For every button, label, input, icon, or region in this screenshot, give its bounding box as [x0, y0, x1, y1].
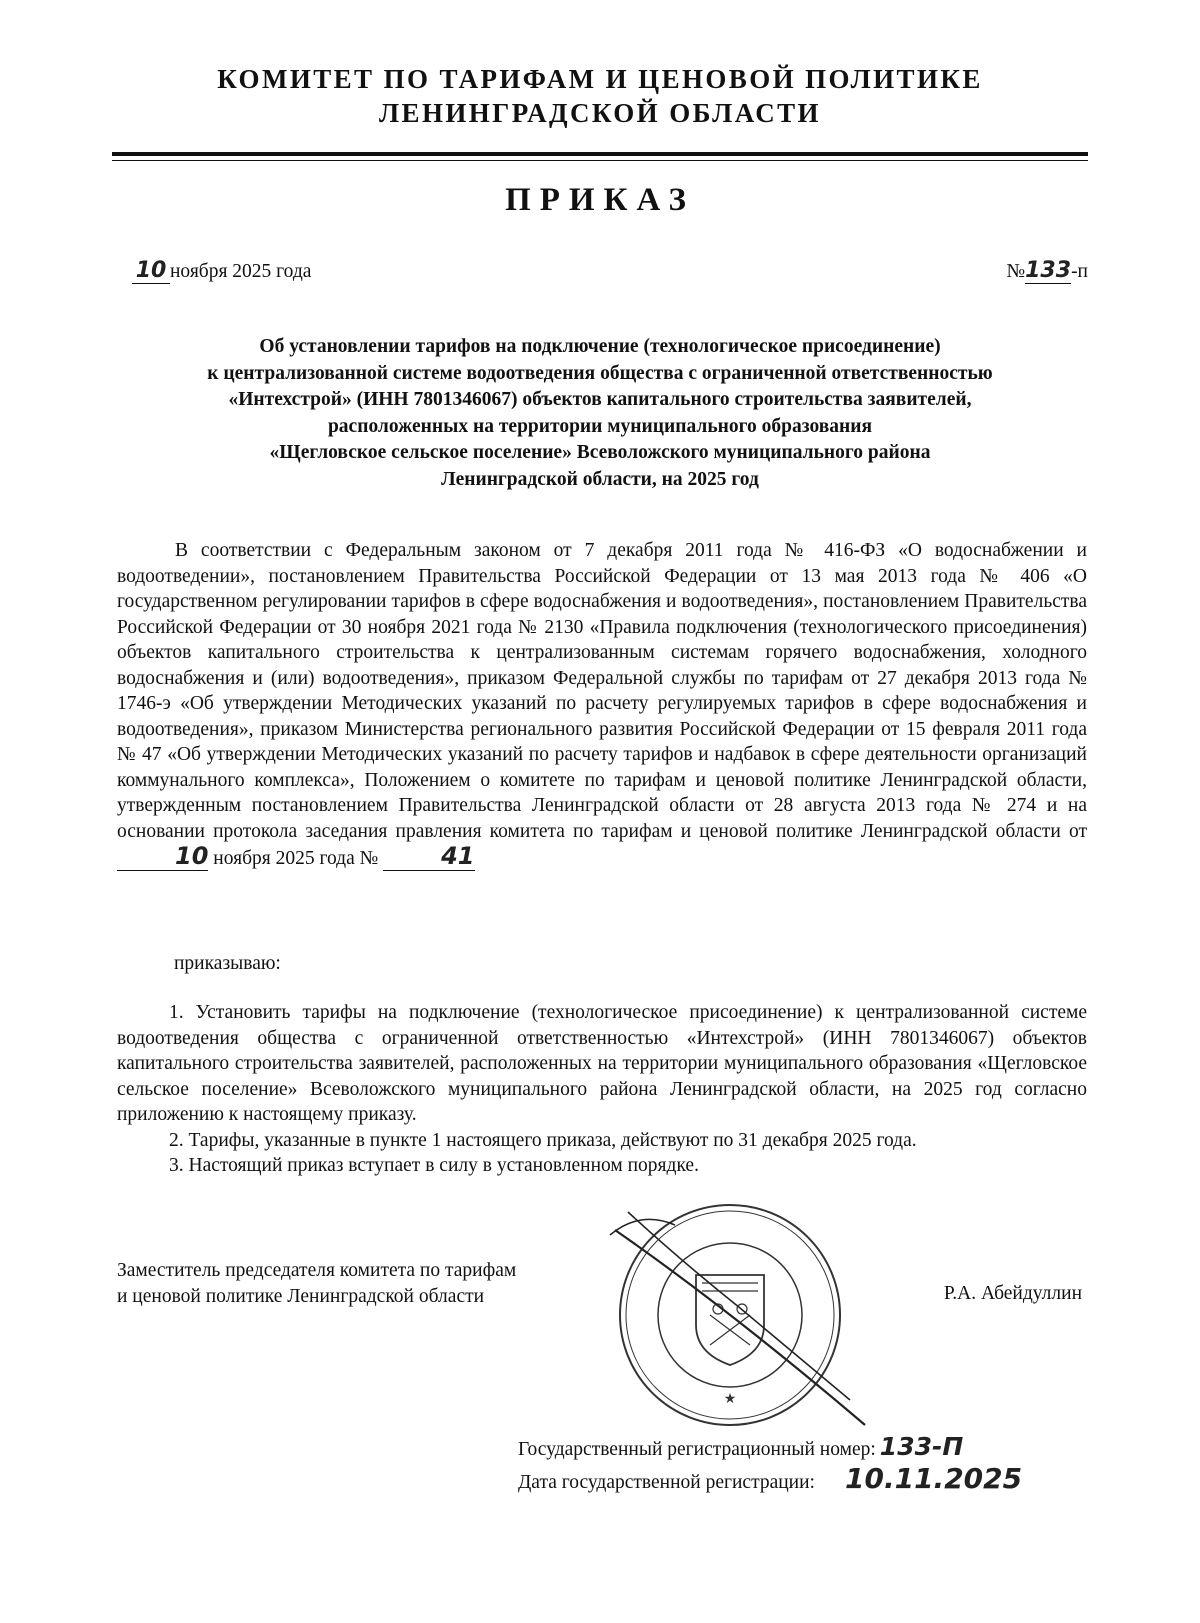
handwritten-order-number: 133 — [1025, 258, 1072, 283]
order-number-suffix: -п — [1071, 261, 1088, 282]
svg-text:★: ★ — [723, 1391, 737, 1407]
signatory-position-line1: Заместитель председателя комитета по тарифам — [117, 1260, 517, 1281]
order-date — [132, 258, 311, 284]
official-seal-stamp — [580, 1190, 880, 1450]
registration-block — [518, 1432, 1022, 1497]
organization-name-line1: КОМИТЕТ ПО ТАРИФАМ И ЦЕНОВОЙ ПОЛИТИКЕ — [217, 64, 983, 94]
handwritten-registration-number: 133-П — [879, 1432, 964, 1461]
handwritten-registration-date: 10.11.2025 — [844, 1462, 1023, 1495]
document-title — [120, 334, 1080, 493]
title-line: «Щегловское сельское поселение» Всеволожского муниципального района — [269, 442, 931, 463]
order-date-rest: ноября 2025 года — [170, 261, 312, 282]
preamble — [117, 538, 1087, 872]
registration-number-row — [518, 1432, 1022, 1464]
signatory-position — [117, 1258, 516, 1309]
signatory-position-line2: и ценовой политике Ленинградской области — [117, 1285, 485, 1307]
signature-stroke — [615, 1230, 865, 1425]
header-rule-thick — [112, 152, 1088, 156]
organization-name-line2: ЛЕНИНГРАДСКОЙ ОБЛАСТИ — [379, 98, 821, 128]
order-number-prefix: № — [1006, 261, 1026, 282]
title-line: Ленинградской области, на 2025 год — [441, 468, 759, 490]
title-line: «Интехстрой» (ИНН 7801346067) объектов капитального строительства заявителей, — [228, 389, 972, 410]
order-item: 3. Настоящий приказ вступает в силу в установленном порядке. — [169, 1155, 699, 1176]
handwritten-protocol-day: 10 — [117, 844, 208, 871]
order-number — [1007, 258, 1088, 284]
protocol-date-rest: ноября 2025 года № — [213, 848, 379, 869]
header-rule-thin — [112, 160, 1088, 161]
document-type: ПРИКАЗ — [505, 182, 695, 218]
order-word: приказываю: — [174, 953, 281, 974]
order-item: 2. Тарифы, указанные в пункте 1 настоящего приказа, действуют по 31 декабря 2025 года. — [169, 1129, 917, 1151]
title-line: расположенных на территории муниципального образования — [327, 415, 873, 437]
title-line: к централизованной системе водоотведения общества с ограниченной ответственностью — [207, 362, 993, 384]
registration-date-row — [518, 1464, 1022, 1497]
preamble-text: В соответствии с Федеральным законом от 7 декабря 2011 года № 416-ФЗ «О водоснабжении и водоотведении», постановлением Правительства Российской Федерации от 13 мая 2013 года № 406 «О государственном регулировании тарифов в сфере водоснабжения и водоотведения», постановлением Правительства Российской Федерации от 30 ноября 2021 года № 2130 «Правила подключения (технологического присоединения) объектов капитального строительства к централизованным системам горячего водоснабжения, холодного водоснабжения и (или) водоотведения», приказом Федеральной службы по тарифам от 27 декабря 2013 года № 1746-э «Об утверждении Методических указаний по расчету регулируемых тарифов в сфере водоснабжения и водоотведения», приказом Министерства регионального развития Российской Федерации от 15 февраля 2011 года № 47 «Об утверждении Методических указаний по расчету тарифов и надбавок в сфере деятельности организаций коммунального комплекса», Положением о комитете по тарифам и ценовой политике Ленинградской области, утвержденным постановлением Правительства Ленинградской области от 28 августа 2013 года № 274 и на основании протокола заседания правления комитета по тарифам и ценовой политике Ленинградской области от — [117, 540, 1087, 842]
organization-name — [0, 62, 1200, 130]
handwritten-protocol-number: 41 — [383, 844, 474, 871]
registration-date-label: Дата государственной регистрации: — [518, 1472, 815, 1493]
order-items — [117, 1000, 1087, 1179]
order-item: 1. Установить тарифы на подключение (технологическое присоединение) к централизованной системе водоотведения общества с ограниченной ответственностью «Интехстрой» (ИНН 7801346067) объектов капитального строительства заявителей, расположенных на территории муниципального образования «Щегловское сельское поселение» Всеволожского муниципального района Ленинградской области, на 2025 год согласно приложению к настоящему приказу. — [117, 1002, 1087, 1125]
preamble-paragraph — [117, 538, 1087, 872]
handwritten-date-day: 10 — [132, 258, 170, 284]
title-line: Об установлении тарифов на подключение (технологическое присоединение) — [259, 336, 941, 357]
signatory-name: Р.А. Абейдуллин — [943, 1283, 1082, 1304]
registration-number-label: Государственный регистрационный номер: — [518, 1439, 876, 1460]
